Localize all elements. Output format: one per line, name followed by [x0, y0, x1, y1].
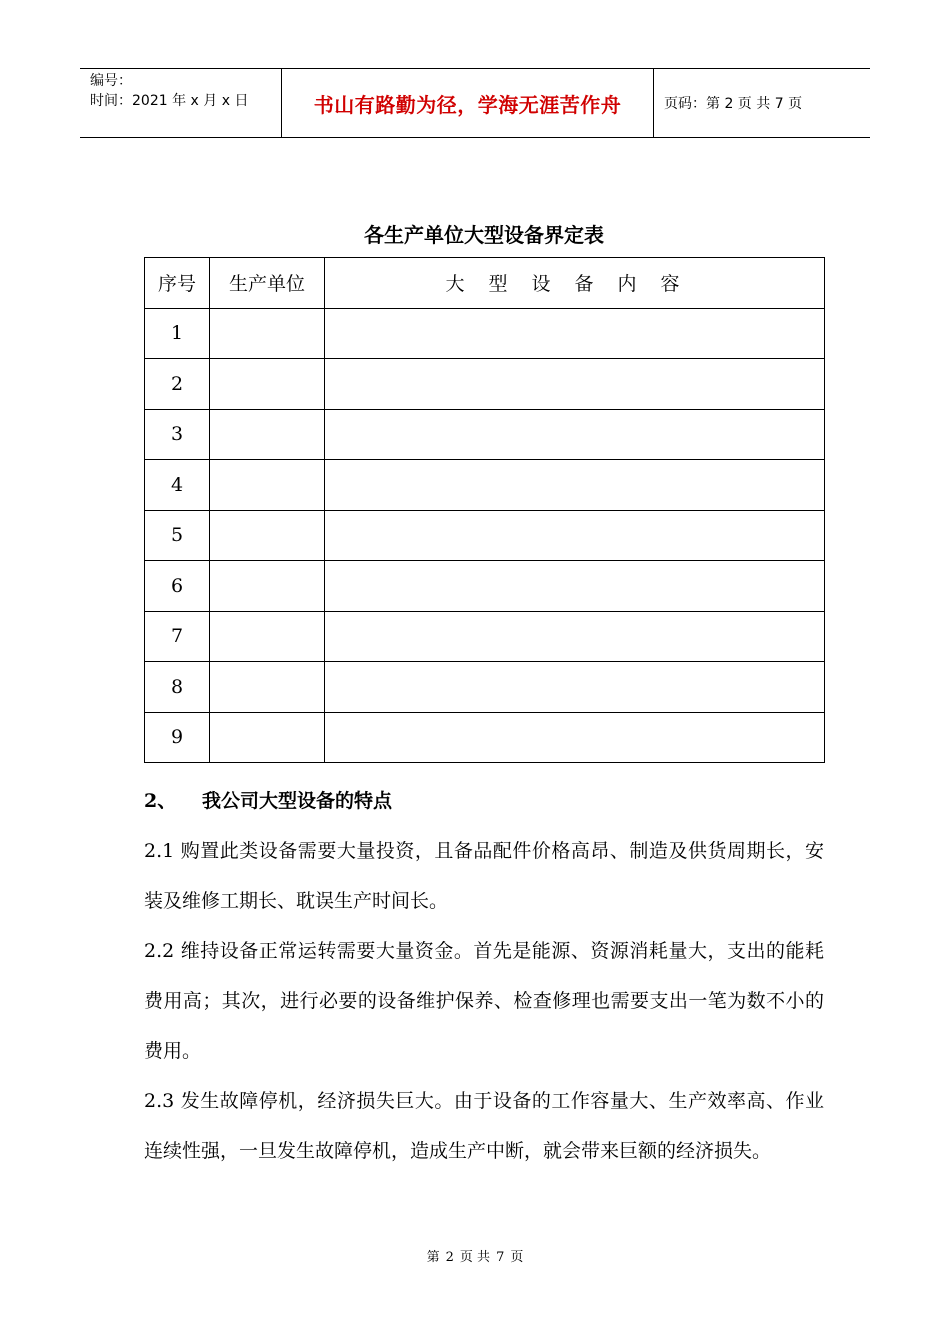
table-row [145, 662, 825, 713]
table-row [145, 308, 825, 359]
table-row [145, 561, 825, 612]
row-content-cell [325, 662, 825, 713]
row-unit-cell [210, 561, 325, 612]
row-seq-cell: 3 [145, 409, 210, 460]
row-content-cell [325, 409, 825, 460]
number-label: 编号： [90, 73, 132, 89]
table-header-row [145, 258, 825, 309]
row-seq-cell: 1 [145, 308, 210, 359]
row-seq-cell: 8 [145, 662, 210, 713]
section-number: 2、 [144, 790, 177, 812]
row-seq-cell: 4 [145, 460, 210, 511]
section-heading [144, 776, 824, 826]
column-header-seq: 序号 [145, 258, 210, 309]
footer-mid: 页 共 [459, 1250, 491, 1265]
footer-total-pages: 7 [496, 1250, 505, 1265]
row-content-cell [325, 510, 825, 561]
paragraph: 2.2 维持设备正常运转需要大量资金。首先是能源、资源消耗量大，支出的能耗费用高；其次，进行必要的设备维护保养、检查修理也需要支出一笔为数不小的费用。 [144, 940, 824, 1062]
footer-page-number: 2 [445, 1250, 454, 1265]
table-row [145, 460, 825, 511]
section-title: 我公司大型设备的特点 [202, 790, 393, 812]
table-row [145, 611, 825, 662]
table-row [145, 510, 825, 561]
row-content-cell [325, 611, 825, 662]
row-seq-cell: 6 [145, 561, 210, 612]
row-seq-cell: 9 [145, 712, 210, 763]
row-unit-cell [210, 712, 325, 763]
row-seq-cell: 5 [145, 510, 210, 561]
footer-prefix: 第 [426, 1250, 440, 1265]
paragraph: 2.1 购置此类设备需要大量投资，且备品配件价格高昂、制造及供货周期长，安装及维修工期长、耽误生产时间长。 [144, 840, 824, 912]
row-unit-cell [210, 611, 325, 662]
paragraph: 2.3 发生故障停机，经济损失巨大。由于设备的工作容量大、生产效率高、作业连续性强，一旦发生故障停机，造成生产中断，就会带来巨额的经济损失。 [144, 1090, 824, 1162]
header-page-info: 页码：第 2 页 共 7 页 [664, 96, 803, 112]
page-header [80, 68, 870, 138]
table-title: 各生产单位大型设备界定表 [364, 223, 604, 247]
row-content-cell [325, 561, 825, 612]
table-row [145, 409, 825, 460]
row-seq-cell: 2 [145, 359, 210, 410]
section-2 [144, 776, 824, 1176]
row-unit-cell [210, 510, 325, 561]
time-label: 时间：2021 年 x 月 x 日 [90, 93, 249, 109]
row-content-cell [325, 308, 825, 359]
table-row [145, 359, 825, 410]
row-unit-cell [210, 359, 325, 410]
header-meta [80, 69, 282, 137]
column-header-unit: 生产单位 [210, 258, 325, 309]
footer-suffix: 页 [510, 1250, 524, 1265]
row-unit-cell [210, 308, 325, 359]
table-row [145, 712, 825, 763]
column-header-content: 大型设备内容 [325, 258, 825, 309]
header-motto: 书山有路勤为径，学海无涯苦作舟 [282, 69, 654, 137]
equipment-table [144, 257, 825, 763]
row-unit-cell [210, 409, 325, 460]
page-footer [0, 1246, 950, 1265]
row-unit-cell [210, 662, 325, 713]
row-content-cell [325, 359, 825, 410]
row-unit-cell [210, 460, 325, 511]
row-seq-cell: 7 [145, 611, 210, 662]
row-content-cell [325, 712, 825, 763]
row-content-cell [325, 460, 825, 511]
